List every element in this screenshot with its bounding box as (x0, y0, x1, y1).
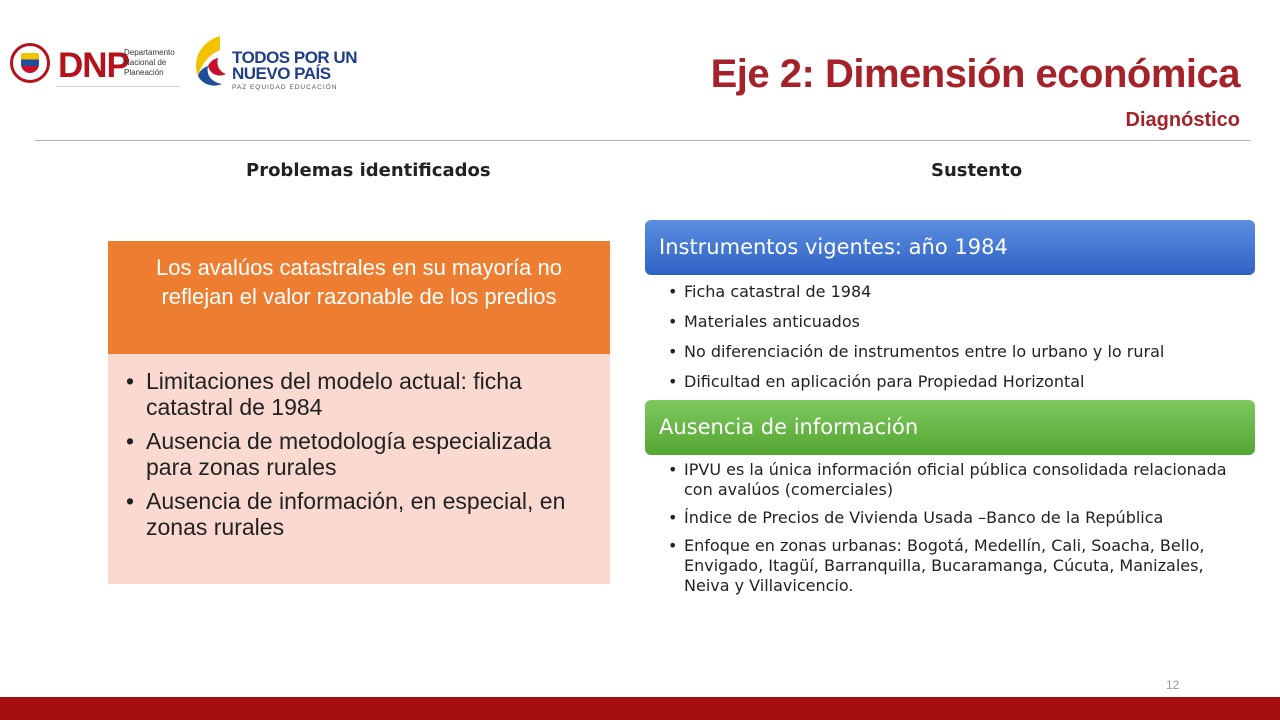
list-item: • IPVU es la única información oficial pública consolidada relacionada con avalúos (comerciales) (668, 460, 1248, 500)
campaign-logo-tagline: PAZ EQUIDAD EDUCACIÓN (232, 84, 338, 91)
section-band-ausencia (645, 400, 1255, 455)
page-number: 12 (1166, 678, 1180, 692)
slide-subtitle: Diagnóstico (1125, 109, 1240, 131)
slide-title: Eje 2: Dimensión económica (710, 52, 1240, 96)
problem-bullets-box (108, 354, 610, 584)
list-item: • Índice de Precios de Vivienda Usada –Banco de la República (668, 508, 1248, 528)
colombia-seal-logo (10, 43, 50, 83)
problem-bullet: • Ausencia de metodología especializada para zonas rurales (146, 428, 584, 480)
instrumentos-list (668, 282, 1248, 402)
left-column-header: Problemas identificados (246, 160, 491, 181)
logo-underline (56, 86, 180, 87)
section-title: Ausencia de información (659, 415, 919, 439)
section-title: Instrumentos vigentes: año 1984 (659, 235, 1008, 259)
list-item: • Enfoque en zonas urbanas: Bogotá, Medellín, Cali, Soacha, Bello, Envigado, Itagüí, Barranquilla, Bucaramanga, Cúcuta, Manizales, Neiva y Villavicencio. (668, 536, 1248, 596)
footer-bar (0, 697, 1280, 720)
list-item: • Dificultad en aplicación para Propiedad Horizontal (668, 372, 1248, 392)
header-divider (35, 140, 1250, 141)
section-band-instrumentos (645, 220, 1255, 275)
problem-bullet: • Limitaciones del modelo actual: ficha catastral de 1984 (146, 368, 584, 420)
campaign-logo-line1: TODOS POR UN (232, 48, 357, 67)
problem-headline-text: Los avalúos catastrales en su mayoría no reflejan el valor razonable de los predios (155, 255, 562, 309)
ausencia-list (668, 460, 1248, 604)
dnp-logo: DNP (58, 46, 129, 85)
campaign-swirl-logo (190, 32, 230, 94)
list-item: • Materiales anticuados (668, 312, 1248, 332)
list-item: • Ficha catastral de 1984 (668, 282, 1248, 302)
problem-bullet: • Ausencia de información, en especial, en zonas rurales (146, 488, 584, 540)
list-item: • No diferenciación de instrumentos entre lo urbano y lo rural (668, 342, 1248, 362)
campaign-logo-line2: NUEVO PAÍS (232, 64, 331, 83)
problem-headline-box (108, 241, 610, 354)
problem-bullet-list (108, 368, 610, 540)
dnp-logo-subtitle: Departamento Nacional de Planeación (124, 48, 175, 77)
right-column-header: Sustento (931, 160, 1023, 181)
